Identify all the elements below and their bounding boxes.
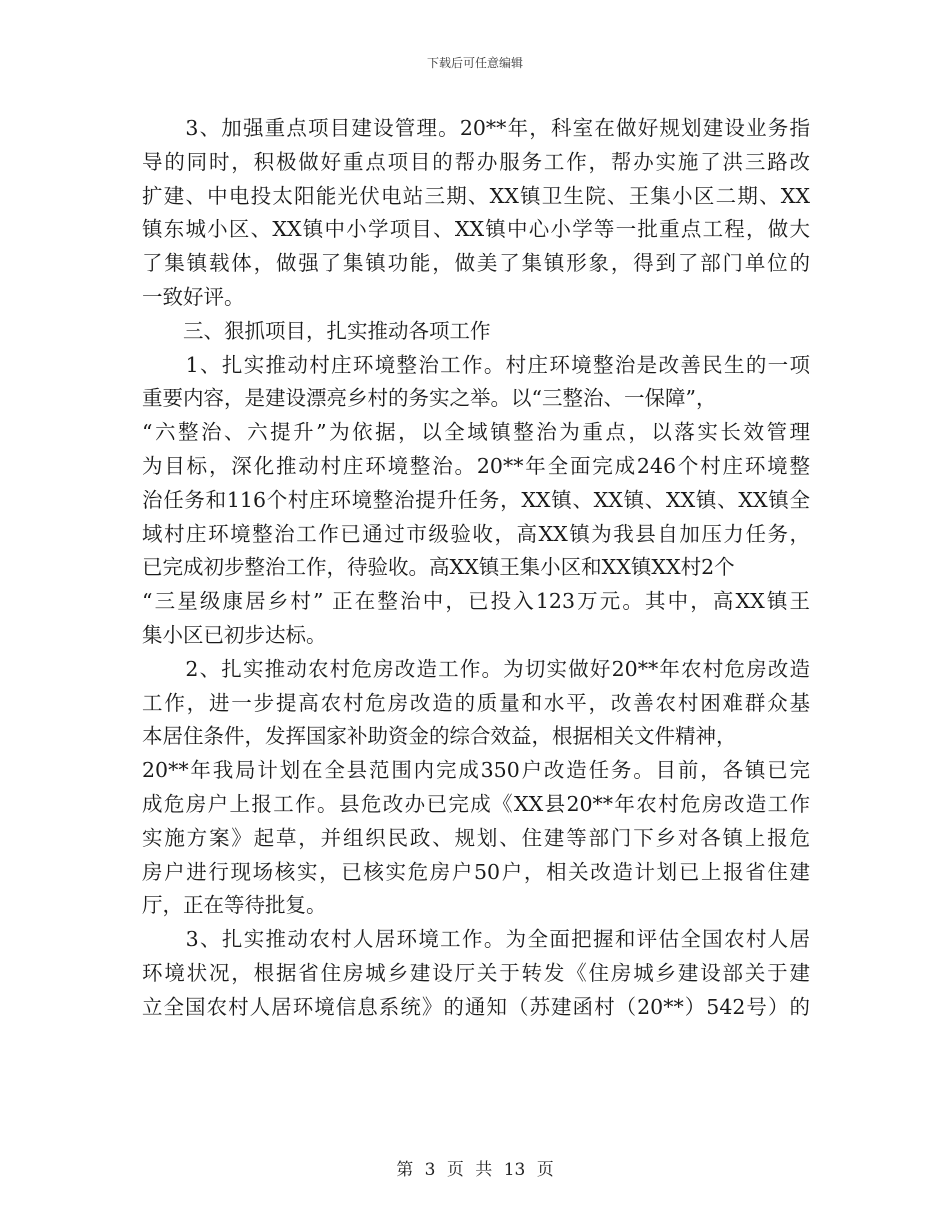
text-line: 厅，正在等待批复。 <box>142 893 327 918</box>
text-line: 重要内容，是建设漂亮乡村的务实之举。以“三整治、一保障”， <box>142 386 717 411</box>
text-line: 3、加强重点项目建设管理。20**年，科室在做好规划建设业务指 <box>142 116 810 140</box>
text-line: 立全国农村人居环境信息系统》的通知（苏建函村（20**）542号）的 <box>142 994 810 1019</box>
text-line: 扩建、中电投太阳能光伏电站三期、XX镇卫生院、王集小区二期、XX <box>142 183 810 208</box>
text-line: “六整治、六提升”为依据，以全域镇整治为重点，以落实长效管理 <box>142 420 810 445</box>
text-line: 一致好评。 <box>142 284 245 309</box>
text-line: 房户进行现场核实，已核实危房户50户，相关改造计划已上报省住建 <box>142 859 810 884</box>
text-line: 了集镇载体，做强了集镇功能，做美了集镇形象，得到了部门单位的 <box>142 251 810 276</box>
text-line: 镇东城小区、XX镇中小学项目、XX镇中心小学等一批重点工程，做大 <box>142 217 810 242</box>
text-line: 导的同时，积极做好重点项目的帮办服务工作，帮办实施了洪三路改 <box>142 149 810 174</box>
text-line: 工作，进一步提高农村危房改造的质量和水平，改善农村困难群众基 <box>142 690 810 715</box>
text-line: 域村庄环境整治工作已通过市级验收，高XX镇为我县自加压力任务， <box>142 521 810 546</box>
text-line: 1、扎实推动村庄环境整治工作。村庄环境整治是改善民生的一项 <box>142 352 810 377</box>
text-line: 本居住条件，发挥国家补助资金的综合效益，根据相关文件精神， <box>142 724 737 749</box>
text-line: 集小区已初步达标。 <box>142 622 327 647</box>
text-line: 实施方案》起草，并组织民政、规划、住建等部门下乡对各镇上报危 <box>142 825 810 850</box>
text-line: 20**年我局计划在全县范围内完成350户改造任务。目前，各镇已完 <box>142 758 810 783</box>
text-line: 治任务和116个村庄环境整治提升任务，XX镇、XX镇、XX镇、XX镇全 <box>142 487 810 512</box>
text-line: 三、狠抓项目，扎实推动各项工作 <box>142 318 491 343</box>
text-line: 已完成初步整治工作，待验收。高XX镇王集小区和XX镇XX村2个 <box>142 555 735 580</box>
text-line: 为目标，深化推动村庄环境整治。20**年全面完成246个村庄环境整 <box>142 453 810 478</box>
page-footer: 第 3 页 共 13 页 <box>396 1160 554 1180</box>
text-line: “三星级康居乡村” 正在整治中，已投入123万元。其中，高XX镇王 <box>142 589 810 614</box>
text-line: 3、扎实推动农村人居环境工作。为全面把握和评估全国农村人居 <box>142 927 810 952</box>
page-header: 下载后可任意编辑 <box>426 56 523 70</box>
document-body <box>142 112 810 1025</box>
text-line: 成危房户上报工作。县危改办已完成《XX县20**年农村危房改造工作 <box>142 791 810 816</box>
text-line: 2、扎实推动农村危房改造工作。为切实做好20**年农村危房改造 <box>142 656 810 681</box>
text-line: 环境状况，根据省住房城乡建设厅关于转发《住房城乡建设部关于建 <box>142 960 810 985</box>
